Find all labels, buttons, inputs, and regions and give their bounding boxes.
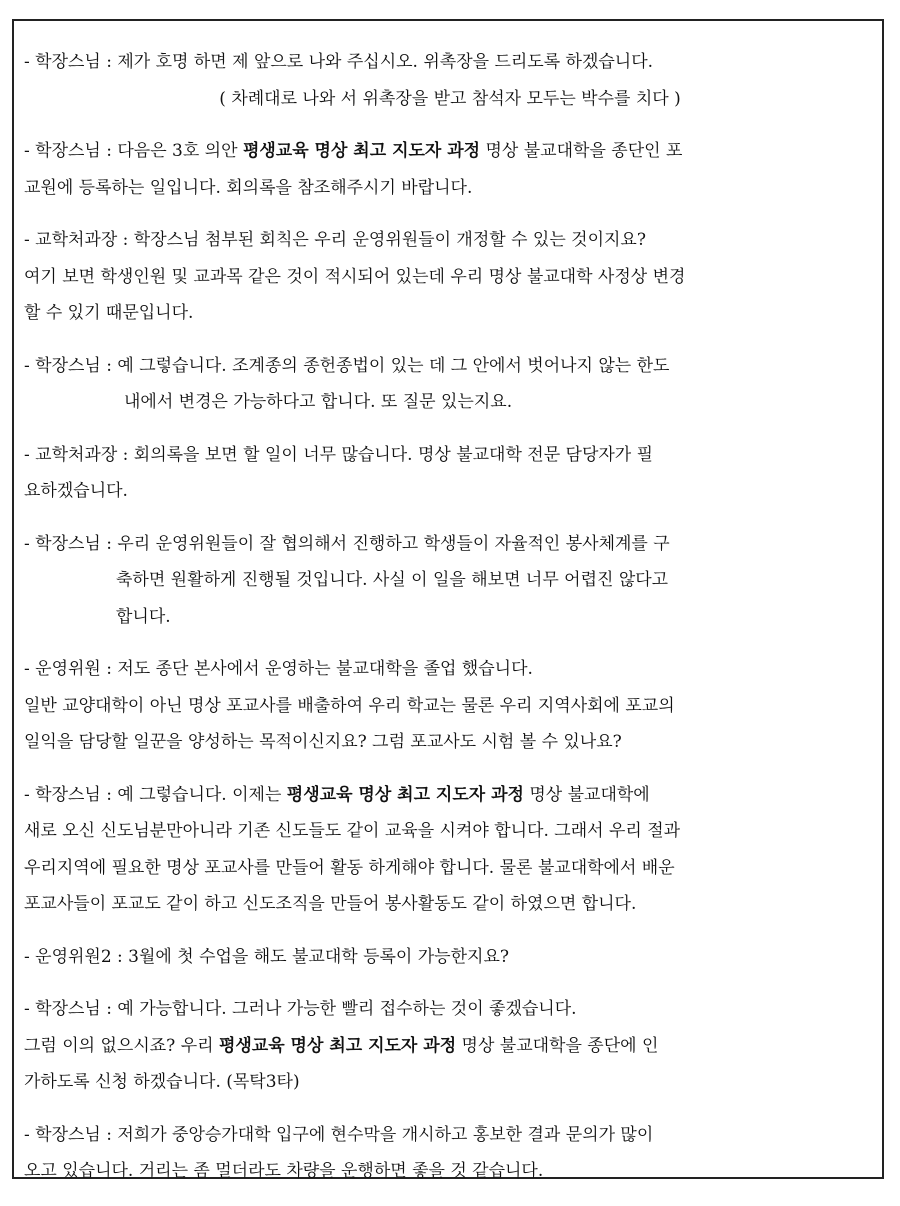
paragraph-answer-bylaws bbox=[24, 348, 876, 421]
text-segment: 명상 불교대학을 종단에 인 bbox=[456, 1035, 659, 1056]
text-segment: 명상 불교대학을 종단인 포 bbox=[480, 141, 683, 161]
text-line: 우리지역에 필요한 명상 포교사를 만들어 활동 하게해야 합니다. 물론 불교대학에서 배운 bbox=[24, 857, 675, 878]
text-line: 새로 오신 신도님분만아니라 기존 신도들도 같이 교육을 시켜야 합니다. 그래서 우리 절과 bbox=[24, 821, 681, 841]
minutes-document bbox=[24, 44, 876, 1206]
paragraph-workload bbox=[24, 437, 876, 510]
text-line: 요하겠습니다. bbox=[24, 481, 128, 501]
text-line: 일반 교양대학이 아닌 명상 포교사를 배출하여 우리 학교는 물론 우리 지역사회에 포교의 bbox=[24, 695, 675, 716]
text-line: - 학장스님 : 우리 운영위원들이 잘 협의해서 진행하고 학생들이 자율적인 봉사체계를 구 bbox=[24, 533, 670, 554]
text-line bbox=[24, 777, 876, 814]
text-line: 합니다. bbox=[116, 606, 171, 627]
text-line: 내에서 변경은 가능하다고 합니다. 또 질문 있는지요. bbox=[124, 392, 513, 412]
text-line: - 학장스님 : 제가 호명 하면 제 앞으로 나와 주십시오. 위촉장을 드리도록 하겠습니다. bbox=[24, 52, 654, 72]
text-segment: 그럼 이의 없으시죠? 우리 bbox=[24, 1035, 219, 1056]
text-segment: - 학장스님 : 예 그렇습니다. 이제는 bbox=[24, 784, 287, 805]
text-line bbox=[24, 133, 876, 170]
paragraph-volunteer-system bbox=[24, 526, 876, 636]
text-line: 오고 있습니다. 거리는 좀 멀더라도 차량을 운행하면 좋을 것 같습니다. bbox=[24, 1161, 544, 1181]
text-line: 일익을 담당할 일꾼을 양성하는 목적이신지요? 그럼 포교사도 시험 볼 수 있나요? bbox=[24, 732, 622, 752]
text-line: 할 수 있기 때문입니다. bbox=[24, 303, 194, 323]
text-line: 포교사들이 포교도 같이 하고 신도조직을 만들어 봉사활동도 같이 하였으면 합니다. bbox=[24, 894, 637, 914]
text-line: - 학장스님 : 저희가 중앙승가대학 입구에 현수막을 개시하고 홍보한 결과 문의가 많이 bbox=[24, 1124, 654, 1145]
course-name-bold: 평생교육 명상 최고 지도자 과정 bbox=[242, 141, 481, 161]
text-line: 가하도록 신청 하겠습니다. (목탁3타) bbox=[24, 1072, 300, 1092]
paragraph-agenda-3 bbox=[24, 133, 876, 206]
paragraph-committee-question bbox=[24, 651, 876, 761]
paragraph-question-bylaws bbox=[24, 222, 876, 332]
text-line bbox=[24, 1028, 876, 1065]
stage-direction: ( 차례대로 나와 서 위촉장을 받고 참석자 모두는 박수를 치다 ) bbox=[219, 88, 681, 109]
text-line: 여기 보면 학생인원 및 교과목 같은 것이 적시되어 있는데 우리 명상 불교대학 사정상 변경 bbox=[24, 266, 686, 287]
paragraph-appointment bbox=[24, 44, 876, 117]
paragraph-registration-answer bbox=[24, 991, 876, 1101]
paragraph-banner-promotion bbox=[24, 1117, 876, 1190]
text-line: 축하면 원활하게 진행될 것입니다. 사실 이 일을 해보면 너무 어렵진 않다고 bbox=[116, 570, 669, 590]
text-line: - 교학처과장 : 학장스님 첨부된 회칙은 우리 운영위원들이 개정할 수 있는 것이지요? bbox=[24, 230, 646, 250]
text-line: - 학장스님 : 예 가능합니다. 그러나 가능한 빨리 접수하는 것이 좋겠습니다. bbox=[24, 999, 577, 1019]
text-line: - 운영위원 : 저도 종단 본사에서 운영하는 불교대학을 졸업 했습니다. bbox=[24, 659, 533, 679]
paragraph-registration-question bbox=[24, 939, 876, 976]
text-line: - 학장스님 : 예 그렇습니다. 조계종의 종헌종법이 있는 데 그 안에서 벗어나지 않는 한도 bbox=[24, 355, 670, 376]
text-segment: - 학장스님 : 다음은 3호 의안 bbox=[24, 141, 243, 161]
paragraph-answer-education bbox=[24, 777, 876, 923]
course-name-bold: 평생교육 명상 최고 지도자 과정 bbox=[218, 1035, 457, 1056]
text-line: - 운영위원2 : 3월에 첫 수업을 해도 불교대학 등록이 가능한지요? bbox=[24, 946, 509, 967]
text-segment: 명상 불교대학에 bbox=[523, 784, 650, 805]
text-line: 교원에 등록하는 일입니다. 회의록을 참조해주시기 바랍니다. bbox=[24, 177, 473, 198]
text-line: - 교학처과장 : 회의록을 보면 할 일이 너무 많습니다. 명상 불교대학 전문 담당자가 필 bbox=[24, 444, 654, 465]
course-name-bold: 평생교육 명상 최고 지도자 과정 bbox=[286, 784, 524, 805]
